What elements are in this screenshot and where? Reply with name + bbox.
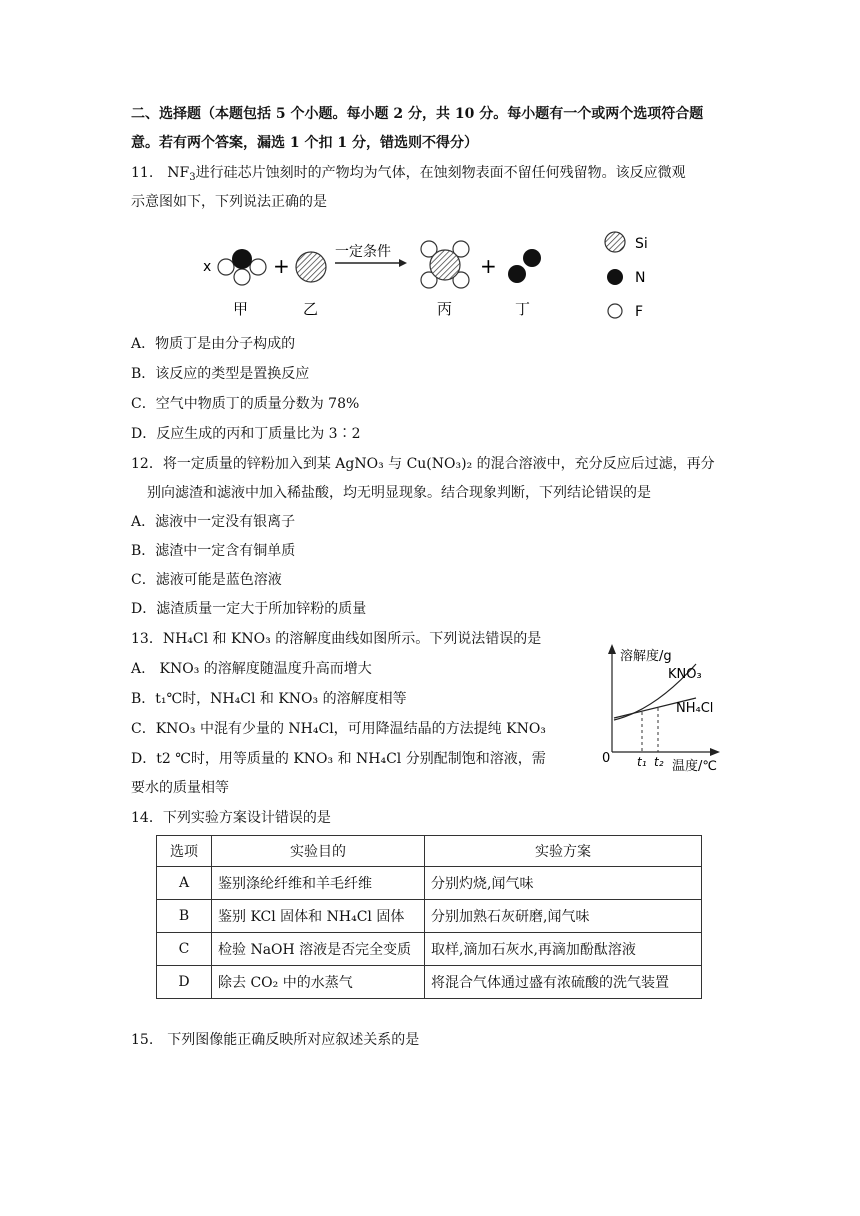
row-c-option: C [157, 933, 212, 966]
q12-stem-line1: 12．将一定质量的锌粉加入到某 AgNO₃ 与 Cu(NO₃)₂ 的混合溶液中，充分反应后过滤，再分 [131, 456, 715, 472]
q13-option-d: D．t2 ℃时，用等质量的 KNO₃ 和 NH₄Cl 分别配制饱和溶液，需 [131, 751, 546, 767]
reaction-condition: 一定条件 [335, 244, 391, 260]
header-option: 选项 [157, 836, 212, 867]
label-jia: 甲 [233, 300, 249, 318]
header-purpose: 实验目的 [212, 836, 425, 867]
q11-option-c: C．空气中物质丁的质量分数为 78% [131, 396, 360, 412]
molecule-sif4 [421, 241, 469, 288]
coefficient-x: x [203, 259, 212, 275]
tick-t1: t₁ [637, 755, 647, 769]
row-a-purpose: 鉴别涤纶纤维和羊毛纤维 [212, 867, 425, 900]
svg-text:Si: Si [635, 236, 648, 252]
diagram-legend [605, 232, 648, 320]
solubility-graph [600, 640, 740, 780]
label-ding: 丁 [515, 300, 531, 318]
table-header-row [157, 836, 702, 867]
row-b-purpose: 鉴别 KCl 固体和 NH₄Cl 固体 [212, 900, 425, 933]
q14-stem: 14．下列实验方案设计错误的是 [131, 810, 331, 826]
atom-si [296, 252, 326, 282]
row-d-purpose: 除去 CO₂ 中的水蒸气 [212, 966, 425, 999]
section-heading-line2: 意。若有两个答案，漏选 1 个扣 1 分，错选则不得分） [131, 135, 478, 151]
plus-sign-2: + [480, 254, 497, 278]
q12-option-d: D．滤渣质量一定大于所加锌粉的质量 [131, 601, 367, 617]
label-bing: 丙 [437, 300, 453, 318]
tick-t2: t₂ [654, 755, 664, 769]
svg-text:N: N [635, 270, 646, 286]
q11-option-b: B．该反应的类型是置换反应 [131, 366, 310, 382]
row-b-option: B [157, 900, 212, 933]
plus-sign-1: + [273, 254, 290, 278]
table-row [157, 900, 702, 933]
q12-option-a: A．滤液中一定没有银离子 [131, 514, 296, 530]
row-b-plan: 分别加熟石灰研磨,闻气味 [425, 900, 702, 933]
q11-option-d: D．反应生成的丙和丁质量比为 3∶2 [131, 426, 361, 442]
section-heading-line1: 二、选择题（本题包括 5 个小题。每小题 2 分，共 10 分。每小题有一个或两个选项符合题 [131, 106, 704, 122]
kno3-label: KNO₃ [668, 667, 702, 682]
q13-option-a: A. KNO₃ 的溶解度随温度升高而增大 [131, 661, 372, 677]
nh4cl-label: NH₄Cl [676, 701, 714, 716]
q12-stem-line2: 别向滤渣和滤液中加入稀盐酸，均无明显现象。结合现象判断，下列结论错误的是 [147, 485, 651, 501]
table-row [157, 867, 702, 900]
q12-option-c: C．滤液可能是蓝色溶液 [131, 572, 282, 588]
graph-origin: 0 [602, 751, 611, 766]
svg-text:F: F [635, 304, 644, 320]
q13-option-b: B．t₁℃时，NH₄Cl 和 KNO₃ 的溶解度相等 [131, 691, 407, 707]
experiment-table [156, 835, 702, 999]
molecule-nf3 [218, 249, 266, 285]
q12-option-b: B．滤渣中一定含有铜单质 [131, 543, 296, 559]
table-row [157, 966, 702, 999]
row-d-option: D [157, 966, 212, 999]
reaction-diagram [195, 222, 675, 332]
row-c-purpose: 检验 NaOH 溶液是否完全变质 [212, 933, 425, 966]
q11-stem: 11. $NF_3$进行硅芯片蚀刻时的产物均为气体，在蚀刻物表面不留任何残留物。该反应微观 [131, 165, 686, 183]
q13-option-c: C．KNO₃ 中混有少量的 NH₄Cl，可用降温结晶的方法提纯 KNO₃ [131, 721, 546, 737]
q15-stem: 15. 下列图像能正确反映所对应叙述关系的是 [131, 1032, 420, 1048]
q13-stem: 13．NH₄Cl 和 KNO₃ 的溶解度曲线如图所示。下列说法错误的是 [131, 631, 542, 647]
row-d-plan: 将混合气体通过盛有浓硫酸的洗气装置 [425, 966, 702, 999]
graph-xlabel: 温度/℃ [672, 759, 717, 774]
header-plan: 实验方案 [425, 836, 702, 867]
q13-option-d-cont: 要水的质量相等 [131, 780, 229, 796]
q11-option-a: A．物质丁是由分子构成的 [131, 336, 296, 352]
row-c-plan: 取样,滴加石灰水,再滴加酚酞溶液 [425, 933, 702, 966]
graph-ylabel: 溶解度/g [620, 649, 672, 664]
q11-stem-line2: 示意图如下，下列说法正确的是 [131, 194, 327, 210]
molecule-n2 [508, 249, 541, 283]
table-row [157, 933, 702, 966]
label-yi: 乙 [303, 300, 319, 318]
row-a-plan: 分别灼烧,闻气味 [425, 867, 702, 900]
row-a-option: A [157, 867, 212, 900]
